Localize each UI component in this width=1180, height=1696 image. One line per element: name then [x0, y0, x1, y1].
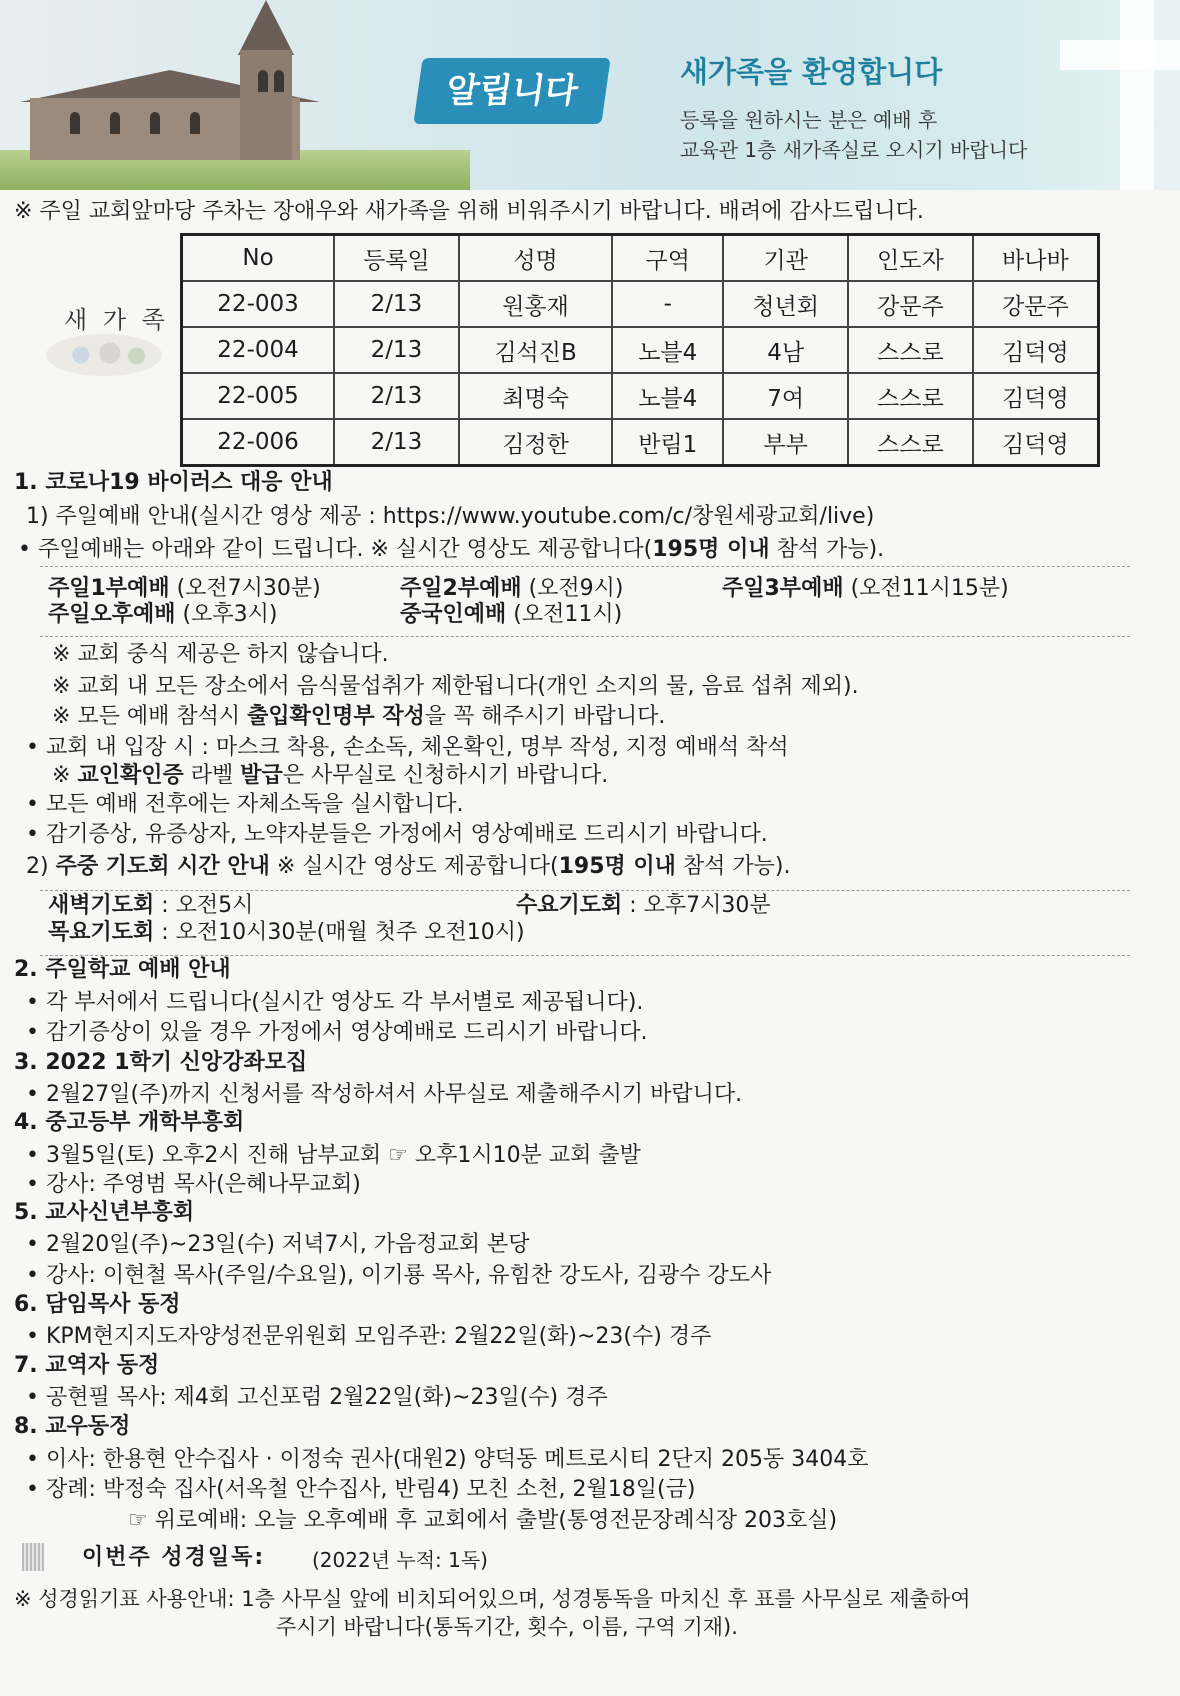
note-text: 을 꼭 해주시기 바랍니다.: [424, 704, 666, 729]
table-cell: 원홍재: [459, 281, 612, 327]
note-line: [52, 704, 665, 730]
col-header-name: 성명: [459, 235, 612, 282]
table-cell: 2/13: [334, 419, 459, 466]
notice-badge: 알립니다: [413, 58, 610, 124]
table-cell: 스스로: [848, 419, 973, 466]
service-time: (오전7시30분): [176, 576, 321, 601]
bible-icon: [22, 1543, 44, 1571]
section-4-line: • 강사: 주영범 목사(은혜나무교회): [26, 1172, 361, 1197]
table-cell: 김석진B: [459, 327, 612, 373]
prayer-name: 새벽기도회: [48, 893, 155, 918]
col-header-barnabas: 바나바: [973, 235, 1099, 282]
service-time: (오전9시): [528, 576, 624, 601]
table-cell: 22-003: [182, 281, 335, 327]
new-family-table: [180, 233, 1100, 467]
service-5: [400, 602, 622, 628]
note-emphasis: 발급: [240, 763, 283, 788]
note-text: 은 사무실로 신청하시기 바랍니다.: [282, 763, 609, 788]
service-2: [400, 576, 624, 602]
note-text: 참석 가능).: [769, 537, 885, 562]
note-line: ※ 교회 중식 제공은 하지 않습니다.: [52, 642, 389, 667]
prayer-1: [48, 893, 253, 919]
table-cell: 청년회: [723, 281, 848, 327]
footer-note: ※ 성경읽기표 사용안내: 1층 사무실 앞에 비치되어있으며, 성경통독을 마치신 후 표를 사무실로 제출하여: [14, 1587, 971, 1611]
table-row: [182, 373, 1099, 419]
prayer-time: : 오전10시30분(매월 첫주 오전10시): [161, 920, 525, 945]
section-4-line: • 3월5일(토) 오후2시 진해 남부교회 ☞ 오후1시10분 교회 출발: [26, 1143, 641, 1168]
cross-icon-bar: [1060, 40, 1180, 70]
prayer-time: : 오전5시: [161, 893, 254, 918]
church-window: [190, 112, 200, 134]
section-6-line: • KPM현지지도자양성전문위원회 모임주관: 2월22일(화)~23(수) 경주: [26, 1324, 712, 1349]
footer-note: 주시기 바랍니다(통독기간, 횟수, 이름, 구역 기재).: [276, 1615, 738, 1639]
section-5-line: • 강사: 이현철 목사(주일/수요일), 이기룡 목사, 유힘찬 강도사, 김광수 강도사: [26, 1263, 772, 1288]
note-emphasis: 교인확인증: [77, 763, 184, 788]
church-window: [70, 112, 80, 134]
note-text: ※ 실시간 영상도 제공합니다(: [269, 854, 559, 879]
church-window: [274, 70, 284, 92]
note-emphasis: 출입확인명부 작성: [247, 704, 425, 729]
table-row: [182, 419, 1099, 466]
table-cell: 22-006: [182, 419, 335, 466]
note-line: • 교회 내 입장 시 : 마스크 착용, 손소독, 체온확인, 명부 작성, 지정 예배석 착석: [26, 735, 789, 760]
service-name: 주일1부예배: [48, 576, 170, 601]
section-2-line: • 각 부서에서 드립니다(실시간 영상도 각 부서별로 제공됩니다).: [26, 990, 644, 1015]
divider: [40, 890, 1130, 891]
section-8-line: • 장례: 박정숙 집사(서옥철 안수집사, 반림4) 모친 소천, 2월18일(금): [26, 1477, 696, 1502]
prayer-time: : 오후7시30분: [629, 893, 771, 918]
prayer-3: [48, 920, 525, 946]
divider: [40, 636, 1130, 637]
note-text: ※ 모든 예배 참석시: [52, 704, 248, 729]
table-cell: 김덕영: [973, 327, 1099, 373]
section-7-line: • 공현필 목사: 제4회 고신포럼 2월22일(화)~23일(수) 경주: [26, 1385, 608, 1410]
table-cell: 노블4: [612, 373, 723, 419]
table-cell: 7여: [723, 373, 848, 419]
section-3-line: • 2월27일(주)까지 신청서를 작성하셔서 사무실로 제출해주시기 바랍니다.: [26, 1082, 743, 1107]
welcome-title: 새가족을 환영합니다: [680, 55, 943, 89]
table-cell: 반림1: [612, 419, 723, 466]
note-text: • 주일예배는 아래와 같이 드립니다. ※ 실시간 영상도 제공합니다(: [18, 537, 653, 562]
church-window: [258, 70, 268, 92]
service-name: 중국인예배: [400, 602, 507, 627]
parking-note: ※ 주일 교회앞마당 주차는 장애우와 새가족을 위해 비워주시기 바랍니다. 배려에 감사드립니다.: [14, 199, 924, 224]
prayer-2: [516, 893, 771, 919]
section-1-subtitle-2: [26, 854, 791, 880]
service-name: 주일2부예배: [400, 576, 522, 601]
service-time: (오후3시): [182, 602, 278, 627]
section-1-subtitle-1: 1) 주일예배 안내(실시간 영상 제공 : https://www.youtube.com/c/창원세광교회/live): [26, 504, 875, 529]
section-6-title: 6. 담임목사 동정: [14, 1292, 181, 1317]
service-1: [48, 576, 321, 602]
attendance-limit: 195명 이내: [652, 537, 770, 562]
table-cell: 강문주: [848, 281, 973, 327]
col-header-district: 구역: [612, 235, 723, 282]
divider: [40, 566, 1130, 567]
col-header-group: 기관: [723, 235, 848, 282]
flower-icon: [46, 334, 162, 376]
section-8-title: 8. 교우동정: [14, 1414, 131, 1439]
section-3-title: 3. 2022 1학기 신앙강좌모집: [14, 1050, 308, 1075]
section-5-line: • 2월20일(주)~23일(수) 저녁7시, 가음정교회 본당: [26, 1232, 530, 1257]
prayer-name: 수요기도회: [516, 893, 623, 918]
church-window: [150, 112, 160, 134]
table-cell: 김덕영: [973, 373, 1099, 419]
section-2-title: 2. 주일학교 예배 안내: [14, 957, 231, 982]
divider: [40, 955, 1130, 956]
note-line: [52, 763, 608, 789]
cross-icon: [1120, 0, 1154, 190]
table-cell: 강문주: [973, 281, 1099, 327]
service-time: (오전11시): [513, 602, 623, 627]
note-line: ※ 교회 내 모든 장소에서 음식물섭취가 제한됩니다(개인 소지의 물, 음료 섭취 제외).: [52, 674, 859, 699]
service-3: [722, 576, 1009, 602]
new-family-label: 새 가 족: [64, 306, 169, 334]
church-tower: [240, 50, 292, 160]
section-1-title: 1. 코로나19 바이러스 대응 안내: [14, 470, 333, 495]
attendance-limit: 195명 이내: [558, 854, 676, 879]
table-row: [182, 281, 1099, 327]
bible-reading-count: (2022년 누적: 1독): [312, 1548, 488, 1572]
table-cell: 4남: [723, 327, 848, 373]
section-4-title: 4. 중고등부 개학부흥회: [14, 1110, 245, 1135]
table-row: [182, 327, 1099, 373]
service-name: 주일오후예배: [48, 602, 176, 627]
table-cell: 최명숙: [459, 373, 612, 419]
table-cell: 22-005: [182, 373, 335, 419]
header-banner: [0, 0, 1180, 190]
table-cell: 김덕영: [973, 419, 1099, 466]
sunday-service-note: [18, 537, 884, 563]
section-2-line: • 감기증상이 있을 경우 가정에서 영상예배로 드리시기 바랍니다.: [26, 1020, 648, 1045]
church-spire: [238, 0, 294, 55]
table-cell: 2/13: [334, 281, 459, 327]
welcome-line-2: 교육관 1층 새가족실로 오시기 바랍니다: [680, 138, 1028, 162]
welcome-line-1: 등록을 원하시는 분은 예배 후: [680, 108, 938, 132]
section-8-line: • 이사: 한용현 안수집사 · 이정숙 권사(대원2) 양덕동 메트로시티 2단지 205동 3404호: [26, 1447, 869, 1472]
section-5-title: 5. 교사신년부흥회: [14, 1200, 195, 1225]
col-header-date: 등록일: [334, 235, 459, 282]
prayer-name: 목요기도회: [48, 920, 155, 945]
table-cell: 2/13: [334, 373, 459, 419]
note-text: ※: [52, 763, 78, 788]
note-text: 라벨: [183, 763, 241, 788]
service-name: 주일3부예배: [722, 576, 844, 601]
col-header-guide: 인도자: [848, 235, 973, 282]
table-cell: 2/13: [334, 327, 459, 373]
bible-reading-title: 이번주 성경일독:: [82, 1545, 266, 1570]
table-cell: 노블4: [612, 327, 723, 373]
section-7-title: 7. 교역자 동정: [14, 1353, 160, 1378]
note-text: 참석 가능).: [675, 854, 791, 879]
service-time: (오전11시15분): [850, 576, 1009, 601]
table-cell: 스스로: [848, 373, 973, 419]
section-8-line: ☞ 위로예배: 오늘 오후예배 후 교회에서 출발(통영전문장례식장 203호실): [128, 1508, 838, 1533]
note-line: • 감기증상, 유증상자, 노약자분들은 가정에서 영상예배로 드리시기 바랍니다.: [26, 822, 768, 847]
table-cell: 김정한: [459, 419, 612, 466]
table-cell: -: [612, 281, 723, 327]
service-4: [48, 602, 277, 628]
church-window: [110, 112, 120, 134]
col-header-no: No: [182, 235, 335, 282]
table-cell: 스스로: [848, 327, 973, 373]
subtitle-emphasis: 주중 기도회 시간 안내: [55, 854, 270, 879]
table-header-row: [182, 235, 1099, 282]
note-text: 2): [26, 854, 56, 879]
table-cell: 22-004: [182, 327, 335, 373]
note-line: • 모든 예배 전후에는 자체소독을 실시합니다.: [26, 792, 464, 817]
table-cell: 부부: [723, 419, 848, 466]
